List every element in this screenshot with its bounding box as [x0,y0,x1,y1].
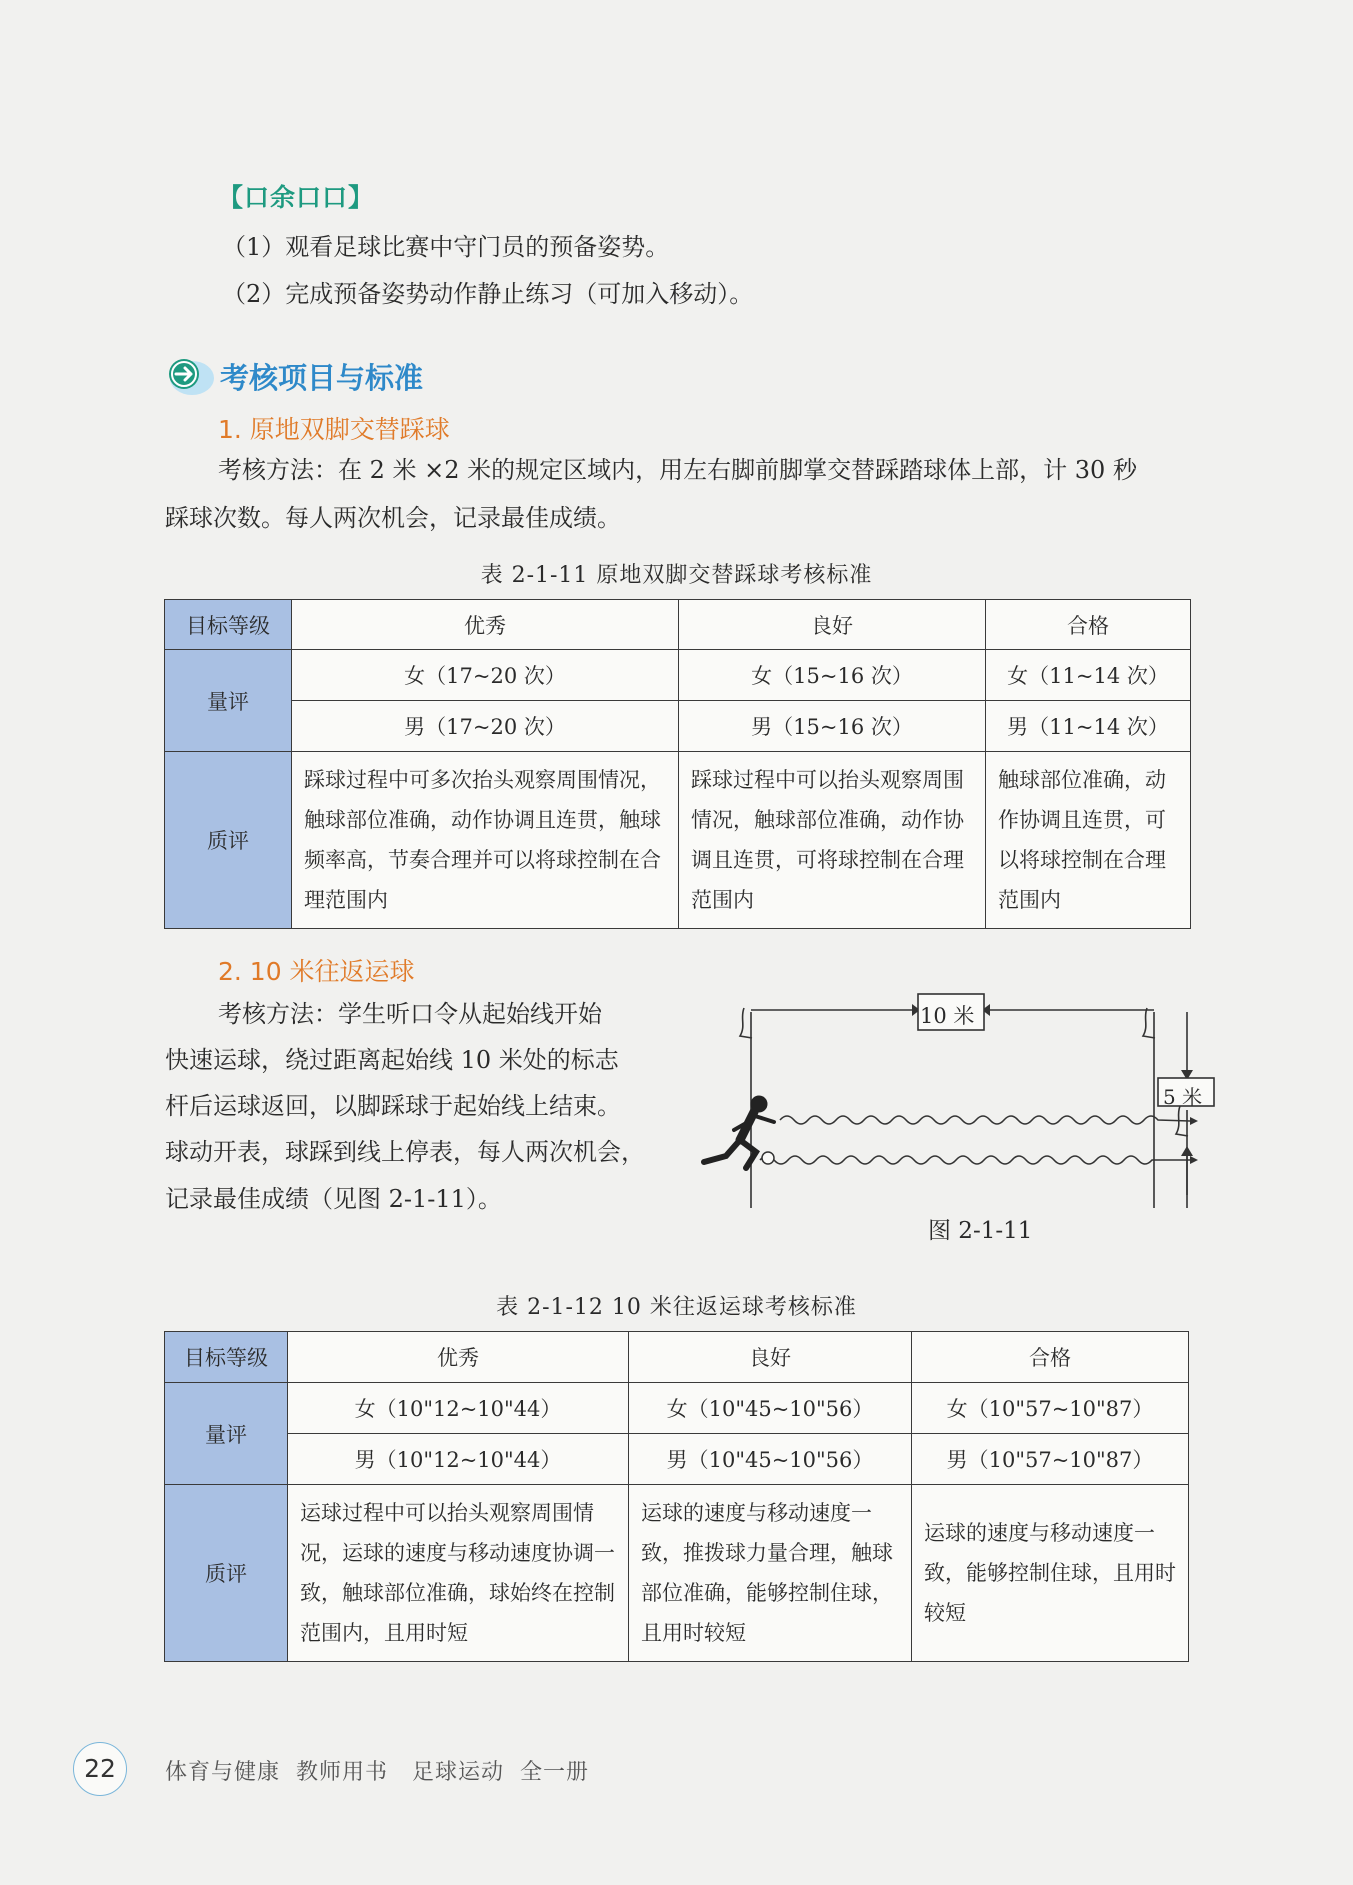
item1-method-line2: 踩球次数。每人两次机会，记录最佳成绩。 [165,504,621,532]
table2-header-level: 目标等级 [165,1332,288,1383]
item2-title: 2. 10 米往返运球 [218,957,415,986]
figure-label-5m: 5 米 [1163,1085,1203,1109]
table1-female-pass: 女（11~14 次） [986,650,1191,701]
table1-header-level: 目标等级 [165,600,292,650]
item1-title: 1. 原地双脚交替踩球 [218,415,450,444]
figure-caption: 图 2-1-11 [928,1218,1033,1244]
table1-header-pass: 合格 [986,600,1191,650]
table2-header-excellent: 优秀 [288,1332,629,1383]
table1-female-good: 女（15~16 次） [679,650,986,701]
item2-method-line5: 记录最佳成绩（见图 2-1-11）。 [165,1185,502,1213]
table1-male-pass: 男（11~14 次） [986,701,1191,752]
table2-qual-good: 运球的速度与移动速度一致，推拨球力量合理，触球部位准确，能够控制住球，且用时较短 [629,1485,912,1662]
table1-male-good: 男（15~16 次） [679,701,986,752]
table1-header-excellent: 优秀 [292,600,679,650]
table2-header-pass: 合格 [912,1332,1189,1383]
table2-male-pass: 男（10"57~10"87） [912,1434,1189,1485]
table1-qual-pass: 触球部位准确，动作协调且连贯，可以将球控制在合理范围内 [986,752,1191,929]
table1-quant-label: 量评 [165,650,292,752]
arrow-circle-icon [162,354,216,398]
table2-female-excellent: 女（10"12~10"44） [288,1383,629,1434]
table-2-1-11 [164,599,1191,929]
item1-method-line1: 考核方法：在 2 米 ×2 米的规定区域内，用左右脚前脚掌交替踩踏球体上部，计 30 秒 [218,456,1137,484]
table2-female-good: 女（10"45~10"56） [629,1383,912,1434]
activity-item-2: （2）完成预备姿势动作静止练习（可加入移动）。 [222,280,754,308]
table1-qual-label: 质评 [165,752,292,929]
item2-method-line2: 快速运球，绕过距离起始线 10 米处的标志 [165,1046,619,1074]
activity-item-1: （1）观看足球比赛中守门员的预备姿势。 [222,233,670,261]
table2-female-pass: 女（10"57~10"87） [912,1383,1189,1434]
table2-male-good: 男（10"45~10"56） [629,1434,912,1485]
table1-caption: 表 2-1-11 原地双脚交替踩球考核标准 [480,563,873,588]
table-2-1-12 [164,1331,1189,1662]
table2-quant-label: 量评 [165,1383,288,1485]
table2-qual-excellent: 运球过程中可以抬头观察周围情况，运球的速度与移动速度协调一致，触球部位准确，球始终在控制范围内，且用时短 [288,1485,629,1662]
table1-qual-good: 踩球过程中可以抬头观察周围情况，触球部位准确，动作协调且连贯，可将球控制在合理范围内 [679,752,986,929]
table2-qual-pass: 运球的速度与移动速度一致，能够控制住球，且用时较短 [912,1485,1189,1662]
table2-qual-label: 质评 [165,1485,288,1662]
page-number: 22 [73,1742,127,1796]
table1-female-excellent: 女（17~20 次） [292,650,679,701]
item2-method-line4: 球动开表，球踩到线上停表，每人两次机会， [165,1138,645,1166]
activity-heading: 【口余口口】 [218,183,375,212]
table2-header-good: 良好 [629,1332,912,1383]
table2-caption: 表 2-1-12 10 米往返运球考核标准 [496,1295,857,1320]
table1-male-excellent: 男（17~20 次） [292,701,679,752]
table2-male-excellent: 男（10"12~10"44） [288,1434,629,1485]
section-title: 考核项目与标准 [220,361,424,395]
item2-method-line1: 考核方法：学生听口令从起始线开始 [218,1000,602,1028]
table1-header-good: 良好 [679,600,986,650]
item2-method-line3: 杆后运球返回，以脚踩球于起始线上结束。 [165,1092,621,1120]
footer-book-title: 体育与健康 教师用书 足球运动 全一册 [165,1760,589,1785]
table1-qual-excellent: 踩球过程中可多次抬头观察周围情况，触球部位准确，动作协调且连贯，触球频率高，节奏合理并可以将球控制在合理范围内 [292,752,679,929]
figure-label-10m: 10 米 [920,1004,975,1028]
